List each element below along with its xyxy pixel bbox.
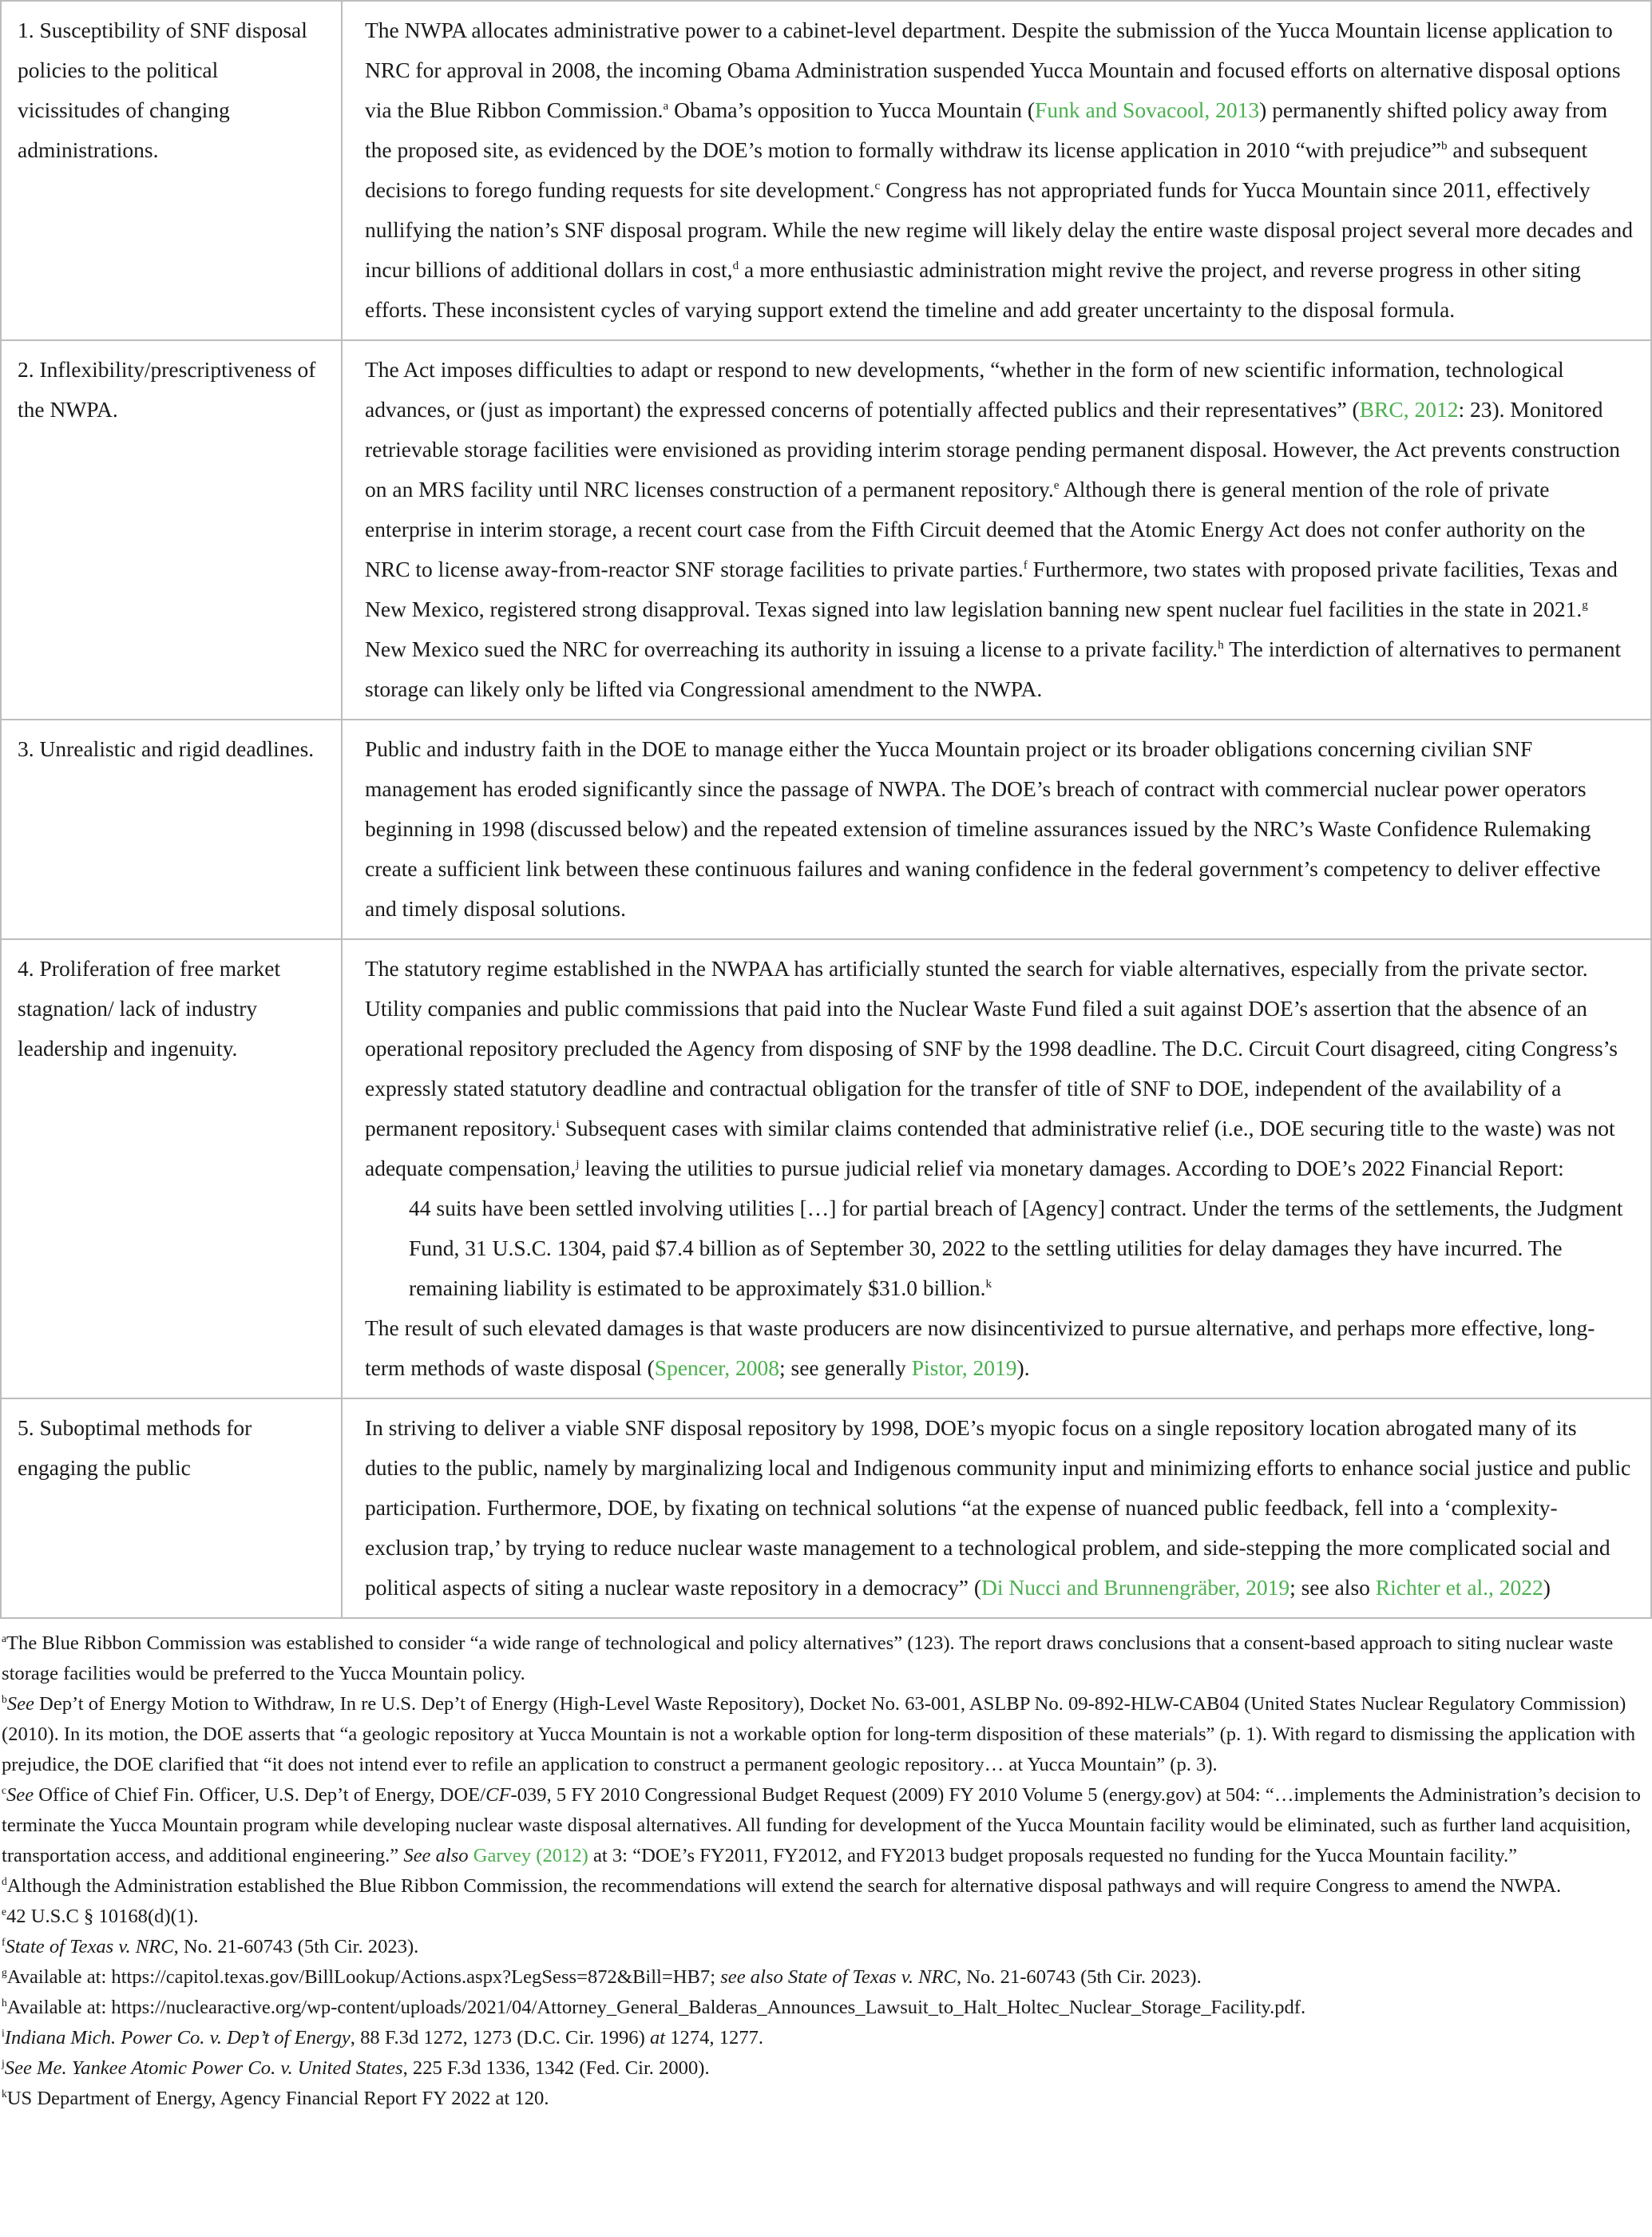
footnote-mark: d [2,1874,7,1887]
body-text: and subsequent decisions to forego funding requests for site development. [365,137,1588,202]
footnote-case-name: See Me. Yankee Atomic Power Co. v. United States [4,2057,403,2079]
row-body [342,340,1651,720]
footnote-b [2,1689,1649,1780]
footnote-text: at [649,2027,666,2049]
footnote-case-name: Indiana Mich. Power Co. v. Dep’t of Energy [4,2027,351,2049]
body-text: New Mexico sued the NRC for overreaching its authority in issuing a license to a private facility. [365,637,1218,661]
footnote-marker: a [663,99,669,113]
footnote-text: Dep’t of Energy Motion to Withdraw, In re U.S. Dep’t of Energy (High-Level Waste Repository), Docket No. 63-001, ASLBP No. 09-892-HLW-CAB04 (United States Nuclear Regulatory Commission) (2010). In its motion, the DOE asserts that “a geologic repository at Yucca Mountain is not a workable option for long-term disposition of these materials” (p. 1). With regard to dismissing the application with prejudice, the DOE clarified that “it does not intend ever to refile an application to construct a permanent geologic repository… at Yucca Mountain” (p. 3). [2,1693,1636,1775]
footnote-mark: i [2,2026,5,2039]
footnote-mark: f [2,1935,6,1948]
footnote-mark: h [2,1996,7,2009]
footnote-mark: b [2,1692,7,1705]
row-label: 5. Suboptimal methods for engaging the public [1,1398,342,1618]
footnote-c [2,1780,1649,1871]
footnote-mark: c [2,1783,6,1796]
footnote-text: , 88 F.3d 1272, 1273 (D.C. Cir. 1996) [350,2027,650,2049]
body-paragraph [365,1308,1633,1388]
footnote-marker: k [985,1277,992,1291]
footnote-marker: g [1582,598,1588,612]
row-label: 2. Inflexibility/prescriptiveness of the NWPA. [1,340,342,720]
footnote-marker: h [1218,638,1224,652]
row-body [342,1,1651,340]
body-text: The Act imposes difficulties to adapt or respond to new developments, “whether in the form of new scientific information, technological advances, or (just as important) the expressed concerns of potentially affected publics and their representatives” ( [365,357,1564,422]
row-label: 3. Unrealistic and rigid deadlines. [1,720,342,939]
body-text: The NWPA allocates administrative power to a cabinet-level department. Despite the submission of the Yucca Mountain license application to NRC for approval in 2008, the incoming Obama Administration suspended Yucca Mountain and focused efforts on alternative disposal options via the Blue Ribbon Commission. [365,18,1621,122]
row-label: 1. Susceptibility of SNF disposal policies to the political vicissitudes of changing administrations. [1,1,342,340]
body-text: In striving to deliver a viable SNF disposal repository by 1998, DOE’s myopic focus on a single repository location abrogated many of its duties to the public, namely by marginalizing local and Indigenous community input and minimizing efforts to enhance social justice and public participation. Furthermore, DOE, by fixating on technical solutions “at the expense of nuanced public feedback, fell into a ‘complexity-exclusion trap,’ by trying to reduce nuclear waste management to a technological problem, and side-stepping the more complicated social and political aspects of siting a nuclear waste repository in a democracy” ( [365,1415,1631,1600]
body-text: Subsequent cases with similar claims contended that administrative relief (i.e., DOE securing title to the waste) was not adequate compensation, [365,1116,1615,1180]
body-text: Public and industry faith in the DOE to manage either the Yucca Mountain project or its broader obligations concerning civilian SNF management has eroded significantly since the passage of NWPA. The DOE’s breach of contract with commercial nuclear power operators beginning in 1998 (discussed below) and the repeated extension of timeline assurances issued by the NRC’s Waste Confidence Rulemaking create a sufficient link between these continuous failures and waning confidence in the federal government’s competency to deliver effective and timely disposal solutions. [365,736,1601,921]
body-text: ). [1016,1355,1030,1380]
row-label: 4. Proliferation of free market stagnation/ lack of industry leadership and ingenuity. [1,939,342,1398]
footnote-mark: g [2,1965,7,1978]
citation-link[interactable]: Garvey (2012) [473,1845,588,1866]
footnote-signal: See [6,1784,34,1806]
citation-link[interactable]: Pistor, 2019 [911,1355,1017,1380]
footnote-text: The Blue Ribbon Commission was established to consider “a wide range of technological and policy alternatives” (123). The report draws conclusions that a consent-based approach to siting nuclear waste storage facilities would be preferred to the Yucca Mountain policy. [2,1632,1614,1684]
footnote-signal: See also [403,1845,469,1866]
table-row [1,720,1651,939]
body-text: Obama’s opposition to Yucca Mountain ( [668,97,1036,122]
table-row [1,340,1651,720]
footnote-text: Although the Administration established the Blue Ribbon Commission, the recommendations will extend the search for alternative disposal pathways and will require Congress to amend the NWPA. [6,1875,1562,1897]
body-text: : 23). Monitored retrievable storage facilities were envisioned as providing interim storage pending permanent disposal. However, the Act prevents construction on an MRS facility until NRC licenses construction of a permanent repository. [365,397,1621,502]
body-text: ; see generally [779,1355,912,1380]
footnote-f [2,1932,1649,1962]
footnote-marker: b [1440,139,1448,153]
footnote-text: Available at: https://capitol.texas.gov/BillLookup/Actions.aspx?LegSess=872&Bill=HB7; [6,1966,721,1988]
footnote-i [2,2023,1649,2053]
footnote-marker: e [1053,478,1060,492]
footnote-marker: j [576,1157,580,1171]
body-text: The statutory regime established in the NWPAA has artificially stunted the search for viable alternatives, especially from the private sector. Utility companies and public commissions that paid into the Nuclear Waste Fund filed a suit against DOE’s assertion that the absence of an operational repository precluded the Agency from disposing of SNF by the 1998 deadline. The D.C. Circuit Court disagreed, citing Congress’s expressly stated statutory deadline and contractual obligation for the transfer of title of SNF to DOE, independent of the availability of a permanent repository. [365,956,1618,1140]
row-body [342,939,1651,1398]
body-text: The interdiction of alternatives to permanent storage can likely only be lifted via Congressional amendment to the NWPA. [365,637,1622,701]
footnote-marker: f [1023,558,1028,572]
footnote-text: CF [485,1784,511,1806]
footnote-k [2,2084,1649,2114]
footnote-case-name: State of Texas v. NRC [5,1936,174,1957]
citation-link[interactable]: Richter et al., 2022 [1375,1575,1543,1600]
footnote-text: , 225 F.3d 1336, 1342 (Fed. Cir. 2000). [402,2057,710,2079]
footnote-text: US Department of Energy, Agency Financial Report FY 2022 at 120. [6,2088,549,2109]
block-quote [365,1188,1633,1308]
table-footnotes [0,1619,1652,2114]
table-row [1,939,1651,1398]
footnote-j [2,2053,1649,2084]
footnote-mark: k [2,2087,7,2100]
footnote-text: Office of Chief Fin. Officer, U.S. Dep’t of Energy, DOE/ [34,1784,486,1806]
footnote-text: Available at: https://nuclearactive.org/wp-content/uploads/2021/04/Attorney_General_Balderas_Announces_Lawsuit_to_Halt_Holtec_Nuclear_Storage_Facility.pdf. [6,1997,1306,2018]
footnote-marker: i [556,1117,560,1131]
citation-link[interactable]: Funk and Sovacool, 2013 [1035,97,1260,122]
footnote-text: 42 U.S.C § 10168(d)(1). [6,1906,199,1927]
footnote-text: 1274, 1277. [665,2027,764,2049]
footnote-mark: e [2,1905,6,1918]
row-body [342,1398,1651,1618]
table-row [1,1398,1651,1618]
citation-link[interactable]: Spencer, 2008 [654,1355,779,1380]
row-body [342,720,1651,939]
footnote-text: , No. 21-60743 (5th Cir. 2023). [173,1936,419,1957]
footnote-signal: See [6,1693,34,1715]
quote-text: 44 suits have been settled involving utilities […] for partial breach of [Agency] contract. Under the terms of the settlements, the Judgment Fund, 31 U.S.C. 1304, paid $7.4 billion as of September 30, 2022 to the settling utilities for delay damages they have incurred. The remaining liability is estimated to be approximately $31.0 billion. [409,1196,1623,1300]
citation-link[interactable]: Di Nucci and Brunnengräber, 2019 [981,1575,1290,1600]
body-text: Furthermore, two states with proposed private facilities, Texas and New Mexico, registered strong disapproval. Texas signed into law legislation banning new spent nuclear fuel facilities in the state in 2021. [365,557,1618,621]
body-text: Congress has not appropriated funds for Yucca Mountain since 2011, effectively nullifying the nation’s SNF disposal program. While the new regime will likely delay the entire waste disposal project several more decades and incur billions of additional dollars in cost, [365,177,1633,282]
footnote-marker: c [874,179,881,192]
footnote-d [2,1871,1649,1902]
body-text: The result of such elevated damages is that waste producers are now disincentivized to pursue alternative, and perhaps more effective, long-term methods of waste disposal ( [365,1315,1595,1380]
body-text: a more enthusiastic administration might revive the project, and reverse progress in other siting efforts. These inconsistent cycles of varying support extend the timeline and add greater uncertainty to the disposal formula. [365,257,1581,322]
footnote-text: , No. 21-60743 (5th Cir. 2023). [957,1966,1202,1988]
footnote-e [2,1902,1649,1932]
footnote-a [2,1628,1649,1689]
footnote-case-name: see also State of Texas v. NRC [720,1966,957,1988]
table-row [1,1,1651,340]
footnote-text: -039, 5 FY 2010 Congressional Budget Request (2009) FY 2010 Volume 5 (energy.gov) at 504: “…implements the Administration’s decision to terminate the Yucca Mountain program while developing nuclear waste disposal alternatives. All funding for development of the Yucca Mountain facility would be eliminated, such as further land acquisition, transportation access, and additional engineering.” [2,1784,1641,1866]
footnote-mark: j [2,2057,5,2069]
body-text: Although there is general mention of the role of private enterprise in interim storage, a recent court case from the Fifth Circuit deemed that the Atomic Energy Act does not confer authority on the NRC to license away-from-reactor SNF storage facilities to private parties. [365,477,1586,581]
footnote-g [2,1962,1649,1993]
body-text: ) [1543,1575,1551,1600]
body-text: ; see also [1290,1575,1376,1600]
footnote-h [2,1993,1649,2023]
body-text: ) permanently shifted policy away from the proposed site, as evidenced by the DOE’s motion to formally withdraw its license application in 2010 “with prejudice” [365,97,1608,162]
footnote-marker: d [732,259,739,272]
footnote-text: at 3: “DOE’s FY2011, FY2012, and FY2013 budget proposals requested no funding for the Yucca Mountain facility.” [588,1845,1518,1866]
citation-link[interactable]: BRC, 2012 [1359,397,1459,422]
body-text: leaving the utilities to pursue judicial relief via monetary damages. According to DOE’s 2022 Financial Report: [579,1156,1564,1180]
footnote-mark: a [2,1632,6,1644]
